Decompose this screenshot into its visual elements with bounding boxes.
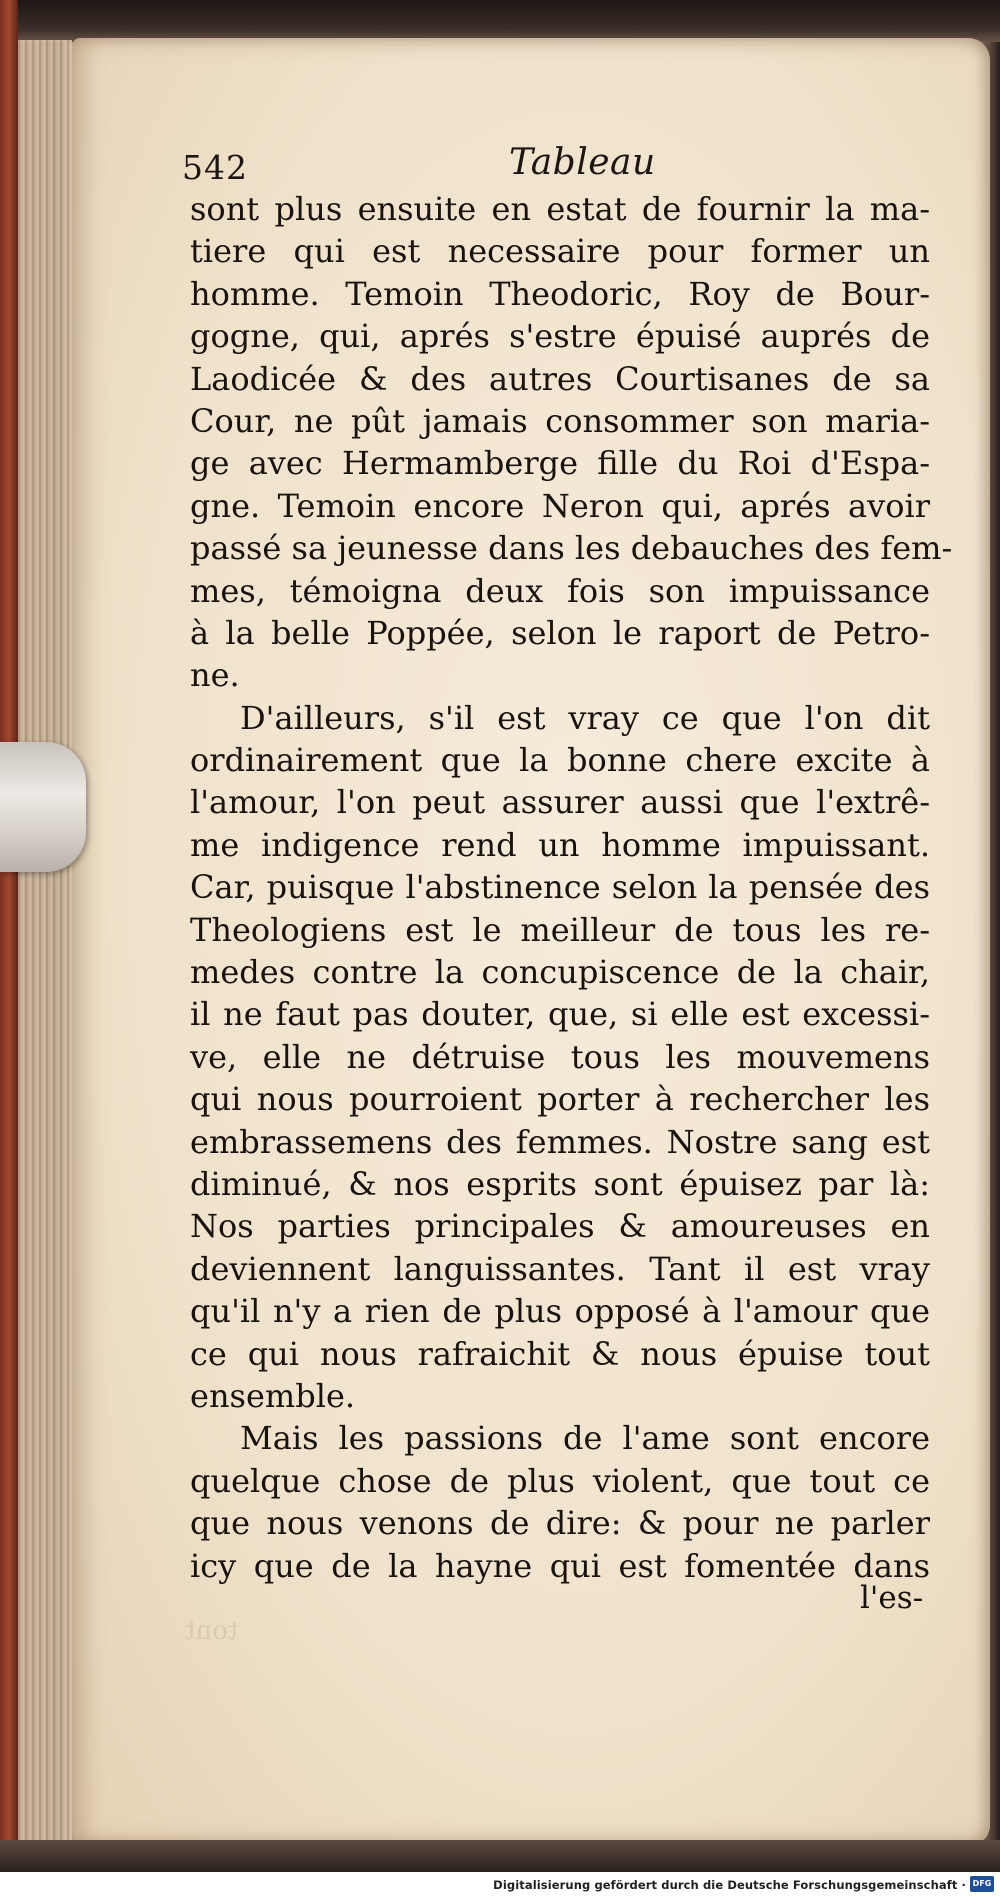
text-line: ensemble.	[190, 1376, 356, 1415]
text-line: ordinairement que la bonne chere excite à	[190, 741, 930, 780]
text-line: gogne, qui, aprés s'estre épuisé auprés de	[190, 317, 930, 356]
text-line: quelque chose de plus violent, que tout ce	[190, 1461, 930, 1500]
text-line: medes contre la concupiscence de la chair,	[190, 953, 930, 992]
scan-bottom-edge	[0, 1840, 1000, 1872]
text-line: il ne faut pas douter, que, si elle est excessi-	[190, 995, 930, 1034]
text-line: me indigence rend un homme impuissant.	[190, 825, 930, 864]
page-number: 542	[182, 148, 248, 187]
text-line: qui nous pourroient porter à rechercher les	[190, 1080, 930, 1119]
text-line: gne. Temoin encore Neron qui, aprés avoir	[190, 486, 930, 525]
text-line: Laodicée & des autres Courtisanes de sa	[190, 359, 930, 398]
text-line: mes, témoigna deux fois son impuissance	[190, 571, 930, 610]
text-line: homme. Temoin Theodoric, Roy de Bour-	[190, 274, 930, 313]
page-clip	[0, 742, 86, 872]
text-line: Car, puisque l'abstinence selon la pensée des	[190, 868, 930, 907]
text-line: tiere qui est necessaire pour former un	[190, 232, 930, 271]
paragraph-start-line: Mais les passions de l'ame sont encore	[240, 1419, 930, 1458]
text-line: icy que de la hayne qui est fomentée dans	[190, 1546, 930, 1585]
catchword: l'es-	[860, 1580, 924, 1616]
text-line: ne.	[190, 656, 240, 695]
text-line: embrassemens des femmes. Nostre sang est	[190, 1122, 930, 1161]
text-line: à la belle Poppée, selon le raport de Petro-	[190, 613, 930, 652]
bleed-through-text: tont	[185, 1616, 239, 1646]
text-line: Nos parties principales & amoureuses en	[190, 1207, 930, 1246]
text-line: Theologiens est le meilleur de tous les re-	[190, 910, 930, 949]
scan-top-edge	[0, 0, 1000, 42]
text-line: que nous venons de dire: & pour ne parler	[190, 1504, 930, 1543]
text-line: Cour, ne pût jamais consommer son maria-	[190, 401, 930, 440]
funding-credit: Digitalisierung gefördert durch die Deutsche Forschungsgemeinschaft ·	[493, 1878, 966, 1892]
text-line: ve, elle ne détruise tous les mouvemens	[190, 1037, 930, 1076]
text-line: passé sa jeunesse dans les debauches des fem-	[190, 529, 953, 568]
body-text	[190, 188, 953, 1587]
text-line: qu'il n'y a rien de plus opposé à l'amour que	[190, 1292, 930, 1331]
book-cover-edge	[0, 0, 18, 1899]
dfg-logo: DFG	[970, 1876, 994, 1892]
text-line: l'amour, l'on peut assurer aussi que l'extrê-	[190, 783, 930, 822]
paragraph-start-line: D'ailleurs, s'il est vray ce que l'on dit	[240, 698, 930, 737]
text-line: ge avec Hermamberge fille du Roi d'Espa-	[190, 444, 930, 483]
text-line: diminué, & nos esprits sont épuisez par là:	[190, 1164, 930, 1203]
text-line: sont plus ensuite en estat de fournir la ma-	[190, 190, 930, 228]
text-line: deviennent languissantes. Tant il est vray	[190, 1249, 930, 1288]
running-title: Tableau	[509, 142, 656, 183]
text-line: ce qui nous rafraichit & nous épuise tout	[190, 1334, 930, 1373]
